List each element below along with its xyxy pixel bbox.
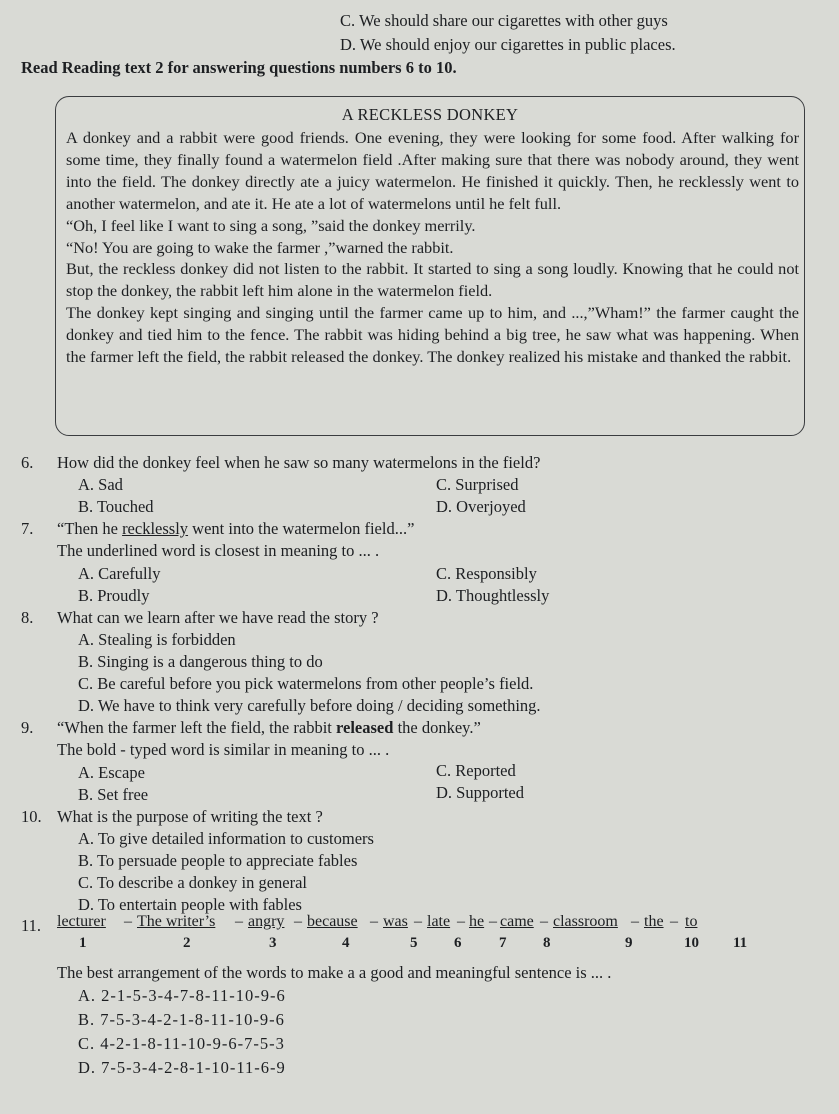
story-paragraph-2: “Oh, I feel like I want to sing a song, ”said the donkey merrily. [66,215,476,235]
question-number: 9. [21,718,34,737]
story-paragraph-3: “No! You are going to wake the farmer ,”warned the rabbit. [66,237,454,257]
story-paragraph-1: A donkey and a rabbit were good friends. One evening, they were looking for some food. After walking for some time, they finally found a watermelon field .After making sure that there was nobody around, they went into the field. The donkey directly ate a juicy watermelon. He finished it quickly. Then, he recklessly went to another watermelon, and ate it. He ate a lot of watermelons until he felt full. [66,128,799,213]
word-2: The writer’s [137,913,216,930]
option-d: D. To entertain people with fables [78,895,302,914]
word-number-2: 2 [183,935,191,951]
option-b: B. Proudly [78,586,150,605]
reading-instruction: Read Reading text 2 for answering questions numbers 6 to 10. [21,58,457,77]
option-b: B. Touched [78,497,154,516]
option-c: C. Reported [436,761,516,780]
quote-start: “Then he [57,519,123,538]
word-number-9: 9 [625,935,633,951]
word-number-7: 7 [499,935,507,951]
story-title: A RECKLESS DONKEY [341,105,519,124]
word-11: to [685,913,698,930]
story-text [66,127,799,368]
question-text [57,518,414,540]
option-c: C. Surprised [436,475,519,494]
option-b: B. Singing is a dangerous thing to do [78,652,323,671]
question-text: The best arrangement of the words to make a a good and meaningful sentence is ... . [57,963,612,982]
question-prompt: The bold - typed word is similar in meaning to ... . [57,740,390,759]
option-b: B. Set free [78,785,149,804]
word-5: was [383,913,408,930]
question-text: How did the donkey feel when he saw so many watermelons in the field? [57,453,541,472]
option-d: D. 7-5-3-4-2-8-1-10-11-6-9 [78,1058,286,1077]
option-c: C. 4-2-1-8-11-10-9-6-7-5-3 [78,1034,285,1053]
word-number-5: 5 [410,935,418,951]
story-paragraph-5: The donkey kept singing and singing until the farmer came up to him, and ...,”Wham!” the farmer caught the donkey and tied him to the fence. The rabbit was hiding behind a big tree, he saw what was happening. When the farmer left the field, the rabbit released the donkey. The donkey realized his mistake and thanked the rabbit. [66,303,799,367]
question-text: What can we learn after we have read the story ? [57,608,379,627]
word-8: came [500,913,534,930]
word-number-3: 3 [269,935,277,951]
word-6: late [427,913,451,930]
word-number-1: 1 [79,935,87,951]
option-b: B. 7-5-3-4-2-1-8-11-10-9-6 [78,1010,285,1029]
option-a: A. 2-1-5-3-4-7-8-11-10-9-6 [78,986,286,1005]
option-c: C. Be careful before you pick watermelons from other people’s field. [78,674,534,693]
question-number: 11. [21,916,42,935]
option-d: D. Overjoyed [436,497,526,516]
word-10: the [644,913,664,930]
word-3: angry [248,913,285,930]
option-d: D. We have to think very carefully before doing / deciding something. [78,696,541,715]
option-c: C. Responsibly [436,564,537,583]
prev-option-d: D. We should enjoy our cigarettes in public places. [340,35,676,54]
quote-end: the donkey.” [393,718,481,737]
word-number-11: 11 [733,935,748,951]
question-number: 6. [21,453,34,472]
prev-option-c: C. We should share our cigarettes with other guys [340,11,668,30]
word-1: lecturer [57,913,106,930]
option-c: C. To describe a donkey in general [78,873,308,892]
underlined-word: recklessly [122,519,189,538]
word-7: he [469,913,485,930]
word-arrangement: lecturer – The writer’s – angry – because – was – late – he – came – classroom – the – to 1 2 3 4 5 6 7 8 9 10 11 [57,913,748,951]
question-number: 10. [21,807,42,826]
quote-end: went into the watermelon field...” [188,519,415,538]
option-a: A. To give detailed information to customers [78,829,374,848]
option-a: A. Carefully [78,564,161,583]
story-box [55,96,805,436]
word-number-8: 8 [543,935,551,951]
option-b: B. To persuade people to appreciate fables [78,851,358,870]
option-a: A. Escape [78,763,145,782]
question-prompt: The underlined word is closest in meaning to ... . [57,541,380,560]
word-4: because [307,913,358,930]
question-text: What is the purpose of writing the text ? [57,807,323,826]
question-number: 7. [21,519,34,538]
story-paragraph-4: But, the reckless donkey did not listen to the rabbit. It started to sing a song loudly. Knowing that he could not stop the donkey, the rabbit left him alone in the watermelon field. [66,259,799,301]
question-number: 8. [21,608,34,627]
question-text [57,717,481,739]
option-a: A. Sad [78,475,123,494]
word-number-6: 6 [454,935,462,951]
option-d: D. Thoughtlessly [436,586,550,605]
option-a: A. Stealing is forbidden [78,630,236,649]
word-number-4: 4 [342,935,350,951]
option-d: D. Supported [436,783,524,802]
quote-start: “When the farmer left the field, the rabbit [57,718,336,737]
word-number-10: 10 [684,935,699,951]
bold-word: released [336,718,394,737]
word-9: classroom [553,913,618,930]
